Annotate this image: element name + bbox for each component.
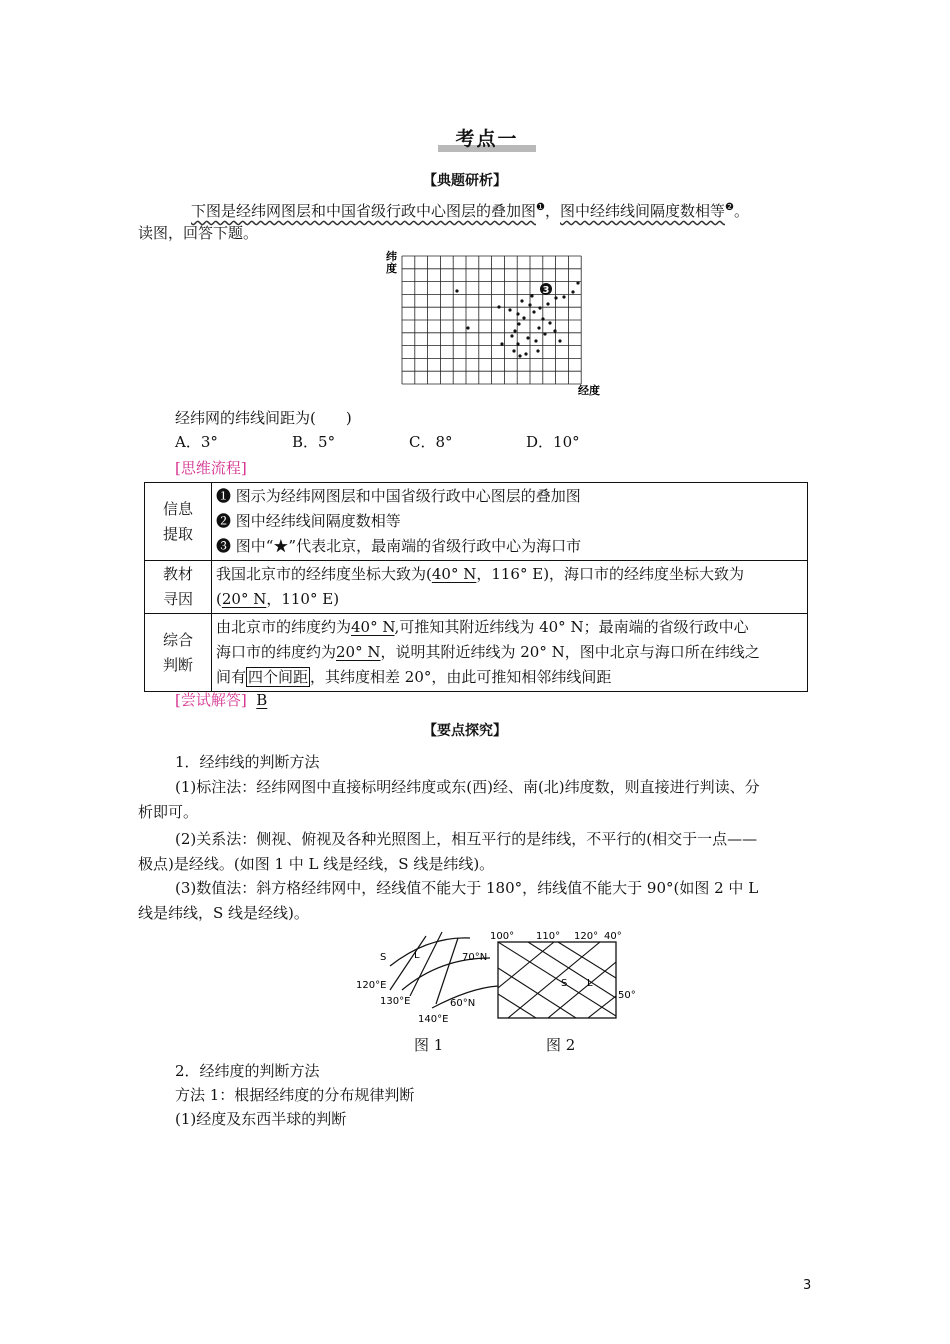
- flow-tag: [思维流程]: [175, 459, 247, 477]
- info-line-3: ❸ 图中“★”代表北京，最南端的省级行政中心为海口市: [216, 537, 582, 555]
- city-dot: [526, 336, 529, 339]
- fig2-label-100: 100°: [490, 931, 515, 942]
- marker-1: ❶: [536, 202, 545, 213]
- marker-2: ❷: [725, 202, 734, 213]
- fig2-label-40: 40°: [604, 931, 622, 942]
- city-dot: [576, 281, 579, 284]
- grid-y-label-2: 度: [386, 262, 397, 275]
- city-dot: [558, 339, 561, 342]
- city-dot: [546, 302, 549, 305]
- para-1b: 析即可。: [138, 803, 199, 821]
- answer-value: B: [256, 691, 268, 709]
- city-dot: [548, 321, 551, 324]
- option-b: B．5°: [292, 433, 336, 451]
- city-dot: [537, 326, 540, 329]
- page-title: 考点一: [438, 124, 536, 152]
- lat-lon-grid-figure: [380, 248, 610, 400]
- city-dot: [562, 295, 565, 298]
- figure-2-oblique-grid: [488, 928, 638, 1028]
- city-dot: [528, 303, 531, 306]
- stem-underlined-2: 图中经纬线间隔度数相等: [560, 202, 726, 220]
- question-stem-line2: 读图，回答下题。: [138, 224, 259, 242]
- fig1-label-70n: 70°N: [462, 952, 488, 963]
- heading-2: 2．经纬度的判断方法: [175, 1062, 320, 1080]
- fig2-label-50: 50°: [618, 990, 636, 1001]
- city-dot: [510, 334, 513, 337]
- city-dot: [455, 289, 458, 292]
- city-dot: [466, 326, 469, 329]
- city-dot: [553, 329, 556, 332]
- city-dot: [532, 310, 535, 313]
- city-dot: [518, 354, 521, 357]
- four-intervals-box: 四个间距: [248, 668, 309, 686]
- para-2a: (2)关系法：侧视、俯视及各种光照图上，相互平行的是纬线，不平行的(相交于一点——: [175, 830, 758, 848]
- info-line-2: ❷ 图中经纬线间隔度数相等: [216, 512, 401, 530]
- para-3b: 线是纬线，S 线是经线)。: [138, 904, 309, 922]
- flow-head-info: 信息 提取: [145, 483, 212, 561]
- fig1-label-140e: 140°E: [418, 1014, 449, 1025]
- stem-underlined-1: 下图是经纬网图层和中国省级行政中心图层的叠加图: [191, 202, 537, 220]
- city-dot: [517, 322, 520, 325]
- city-dot: [571, 290, 574, 293]
- city-dot: [536, 349, 539, 352]
- grid-lines: [402, 256, 581, 384]
- fig1-label-s: S: [380, 952, 387, 963]
- flow-row-info: [145, 483, 808, 561]
- fig1-label-60n: 60°N: [450, 998, 476, 1009]
- city-dot: [524, 352, 527, 355]
- flow-head-judgement: 综合 判断: [145, 614, 212, 692]
- city-dot: [520, 299, 523, 302]
- page-number: 3: [803, 1278, 812, 1293]
- question-stem-line1: 下图是经纬网图层和中国省级行政中心图层的叠加图$^❶$，图中经纬线间隔度数相等$^❷$。: [191, 202, 749, 220]
- fig1-label-l: L: [414, 950, 420, 961]
- city-dot: [522, 316, 525, 319]
- fig1-label-130e: 130°E: [380, 996, 411, 1007]
- method-1a: (1)经度及东西半球的判断: [175, 1110, 347, 1128]
- city-dot: [512, 349, 515, 352]
- heading-1: 1．经纬线的判断方法: [175, 753, 320, 771]
- haikou-lat: 20° N: [221, 590, 267, 608]
- flow-row-textbook: [145, 561, 808, 614]
- beijing-marker-number: 3: [542, 285, 550, 296]
- grid-y-label-1: 纬: [386, 250, 397, 263]
- city-dot: [500, 342, 503, 345]
- figure-1-caption: 图 1: [414, 1036, 444, 1054]
- fig2-label-l: L: [587, 978, 593, 989]
- section-keypoints-heading: 【要点探究】: [423, 723, 507, 739]
- figure-2-caption: 图 2: [546, 1036, 576, 1054]
- flow-head-textbook: 教材 寻因: [145, 561, 212, 614]
- question-ask: 经纬网的纬线间距为( ): [175, 409, 352, 427]
- figure-1-polar-view: [350, 928, 500, 1028]
- fig2-label-s: S: [561, 978, 568, 989]
- flow-row-judgement: [145, 614, 808, 692]
- city-dot: [508, 308, 511, 311]
- info-line-1: ❶ 图示为经纬网图层和中国省级行政中心图层的叠加图: [216, 487, 581, 505]
- city-dot: [541, 317, 544, 320]
- flow-body-info: [212, 483, 808, 561]
- fig2-label-120: 120°: [574, 931, 599, 942]
- city-dot: [530, 294, 533, 297]
- para-3a: (3)数值法：斜方格经纬网中，经线值不能大于 180°，纬线值不能大于 90°(如图 2 中 L: [175, 879, 759, 897]
- option-d: D．10°: [526, 433, 580, 451]
- section-example-heading: 【典题研析】: [423, 173, 507, 189]
- option-c: C．8°: [409, 433, 453, 451]
- fig2-label-110: 110°: [536, 931, 561, 942]
- city-dot: [516, 342, 519, 345]
- city-dot: [513, 329, 516, 332]
- city-dot: [543, 332, 546, 335]
- city-dot: [497, 305, 500, 308]
- city-dot: [554, 296, 557, 299]
- grid-x-label: 经度: [578, 384, 600, 397]
- fig1-label-120e: 120°E: [356, 980, 387, 991]
- flow-body-textbook: 我国北京市的经纬度坐标大致为(40° N，116° E)，海口市的经纬度坐标大致为 (20° N，110° E): [212, 561, 808, 614]
- thinking-flow-table: [144, 482, 808, 692]
- flow-body-judgement: 由北京市的纬度约为40° N,可推知其附近纬线为 40° N；最南端的省级行政中心 海口市的纬度约为20° N，说明其附近纬线为 20° N，图中北京与海口所在纬线之 间有 四个间距 ，其纬度相差 20°，由此可推知相邻纬线间距: [212, 614, 808, 692]
- city-dot: [534, 339, 537, 342]
- para-1a: (1)标注法：经纬网图中直接标明经纬度或东(西)经、南(北)纬度数，则直接进行判读、分: [175, 778, 760, 796]
- city-dot: [538, 306, 541, 309]
- city-dot: [516, 312, 519, 315]
- beijing-lat: 40° N: [431, 565, 477, 583]
- para-2b: 极点)是经线。(如图 1 中 L 线是经线，S 线是纬线)。: [138, 855, 495, 873]
- answer-tag: [尝试解答]: [175, 691, 247, 709]
- option-a: A．3°: [175, 433, 218, 451]
- method-1: 方法 1：根据经纬度的分布规律判断: [175, 1086, 415, 1104]
- answer-line: [175, 688, 267, 712]
